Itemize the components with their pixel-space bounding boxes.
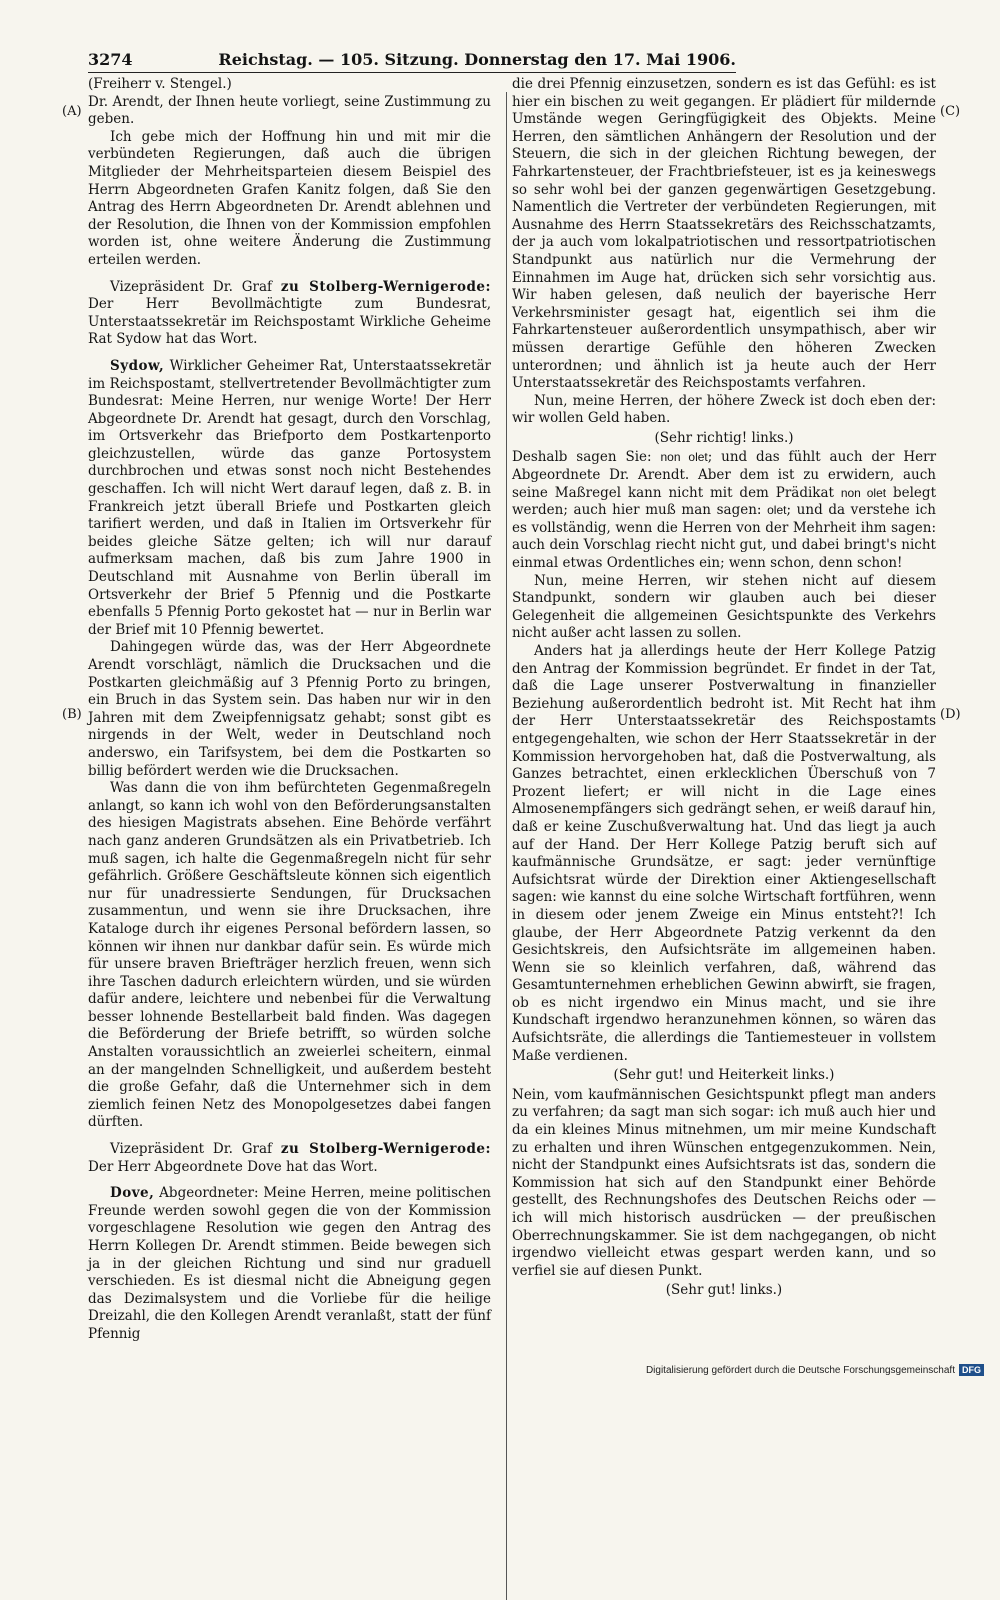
dfg-logo: DFG [959, 1364, 984, 1376]
column-divider [506, 92, 507, 1600]
interjection: (Sehr richtig! links.) [654, 429, 794, 446]
paragraph: Anders hat ja allerdings heute der Herr Kollege Patzig den Antrag der Kommission begründet. Er findet in der Tat, daß die Lage unserer Postverwaltung in finanzieller Beziehung außerordentlich bedroht ist. Mit Recht hat ihm der Herr Unterstaatssekretär des Reichspostamts entgegengehalten, wie schon der Herr Staatssekretär in der Kommission hervorgehoben hat, daß die Postverwaltung, als Ganzes betrachtet, einen erklecklichen Überschuß von 7 Prozent liefert; er will nicht in die Lage eines Almosenempfängers sich gedrängt sehen, er weiß darauf hin, daß er keine Zuschußverwaltung hat. Und das liegt ja auch auf der Hand. Der Herr Kollege Patzig beruft sich auf kaufmännische Grundsätze, er sagt: jeder vernünftige Aufsichtsrat würde der Direktion einer Aktiengesellschaft sagen: wie kannst du eine solche Wirtschaft fortführen, wenn in diesem oder jenem Zweige ein Minus entsteht?! Ich glaube, der Herr Abgeordnete Patzig verkennt da den Gesichtskreis, den Aufsichtsräte im allgemeinen haben. Wenn sie so kleinlich verfahren, daß, während das Gesamtunternehmen erheblichen Gewinn abwirft, sie fragen, ob es nicht irgendwo ein Minus macht, und sie ihre Kundschaft irgendwo heranzunehmen können, so wären das Aufsichtsräte, die allerdings die Tantiemesteuer in vollstem Maße verdienen. [512, 643, 936, 1064]
paragraph: Ich gebe mich der Hoffnung hin und mit mir die verbündeten Regierungen, daß auch die übrigen Mitglieder der Mehrheitsparteien diesem Beispiel des Herrn Abgeordneten Grafen Kanitz folgen, daß Sie den Antrag des Herrn Abgeordneten Dr. Arendt ablehnen und der Resolution, die Ihnen von der Kommission empfohlen worden ist, ohne weitere Änderung die Zustimmung erteilen werden. [88, 128, 491, 268]
interjection: (Sehr gut! und Heiterkeit links.) [613, 1067, 835, 1084]
page-header [88, 50, 736, 69]
latin-phrase: olet [767, 503, 787, 518]
right-column [512, 76, 936, 1302]
dove-speech: Dove, Abgeordneter: Meine Herren, meine politischen Freunde werden sowohl gegen die von der Kommission vorgeschlagene Resolution wie gegen den Antrag des Herrn Kollegen Dr. Arendt stimmen. Beide bewegen sich ja in der gleichen Richtung und sind nur graduell verschieden. Es ist diesmal nicht die Abneigung gegen das Dezimalsystem und die Vorliebe für die heilige Dreizahl, die den Kollegen Arendt veranlaßt, statt der fünf Pfennig [88, 1185, 491, 1342]
margin-letter-a: (A) [62, 104, 82, 119]
paragraph: Deshalb sagen Sie: non olet; und das fühlt auch der Herr Abgeordnete Dr. Arendt. Aber dem ist zu erwidern, auch seine Maßregel kann nicht mit dem Prädikat non olet belegt werden; auch hier muß man sagen: olet; und da verstehe ich es vollständig, wenn die Herren von der Mehrheit ihm sagen: auch dein Vorschlag riecht nicht gut, und dabei bringt's nicht einmal etwas Ordentliches ein; wenn schon, denn schon! [512, 449, 937, 572]
page-number: 3274 [88, 50, 133, 69]
margin-letter-b: (B) [62, 707, 82, 722]
paragraph: Nun, meine Herren, wir stehen nicht auf diesem Standpunkt, sondern wir glauben auch bei dieser Gelegenheit die allgemeinen Gesichtspunkte des Verkehrs nicht außer acht lassen zu sollen. [512, 572, 936, 642]
paragraph: Was dann die von ihm befürchteten Gegenmaßregeln anlangt, so kann ich wohl von den Beförderungsanstalten des hiesigen Magistrats absehen. Eine Behörde verfährt nach ganz anderen Grundsätzen als ein Privatbetrieb. Ich muß sagen, ich halte die Gegenmaßregeln nicht für sehr gefährlich. Größere Geschäftsleute können sich eigentlich nur für unadressierte Sendungen, für Drucksachen zusammentun, und wenn sie ihre Drucksachen, ihre Kataloge durch ihr eigenes Personal befördern lassen, so können wir ihnen nur dankbar dafür sein. Es würde mich für unsere braven Briefträger herzlich freuen, wenn sich ihre Taschen dadurch erleichtern würden, und sie würden dafür andere, leichtere und nebenbei für die Verwaltung besser lohnende Bestellarbeit bald finden. Was dagegen die Beförderung der Briefe betrifft, so würden solche Anstalten voraussichtlich an zweierlei scheitern, einmal an der mangelnden Schnelligkeit, und außerdem besteht die große Gefahr, daß die Unternehmer sich in dem ziemlich feinen Netz des Monopolgesetzes dabei fangen dürften. [88, 780, 491, 1131]
paragraph: Dr. Arendt, der Ihnen heute vorliegt, seine Zustimmung zu geben. [88, 93, 491, 128]
running-title: Reichstag. — 105. Sitzung. Donnerstag den 17. Mai 1906. [218, 50, 736, 69]
paragraph: Nun, meine Herren, der höhere Zweck ist doch eben der: wir wollen Geld haben. [512, 392, 936, 427]
sydow-speech: Sydow, Wirklicher Geheimer Rat, Unterstaatssekretär im Reichspostamt, stellvertretender Bevollmächtigter zum Bundesrat: Meine Herren, nur wenige Worte! Der Herr Abgeordnete Dr. Arendt hat gesagt, durch den Vorschlag, im Ortsverkehr das Briefporto dem Postkartenporto gleichzustellen, würde das ganze Portosystem durchbrochen und etwas sonst noch nicht Bestehendes geschaffen. Ich will nicht Wert darauf legen, daß z. B. in Frankreich jetzt überall Briefe und Postkarten gleich tarifiert werden, und daß in Italien im Ortsverkehr für beides gleiche Sätze gelten; ich will nur darauf aufmerksam machen, daß bis zum Jahre 1900 in Deutschland mit Ausnahme von Berlin überall im Ortsverkehr der Brief 5 Pfennig und die Postkarte ebenfalls 5 Pfennig Porto gekostet hat — nur in Berlin war der Brief mit 10 Pfennig bewertet. [88, 357, 492, 638]
paragraph: die drei Pfennig einzusetzen, sondern es ist das Gefühl: es ist hier ein bischen zu weit gegangen. Er plädiert für mildernde Umstände wegen Geringfügigkeit des Objekts. Meine Herren, den sämtlichen Anhängern der Resolution und der Steuern, die sich in der gleichen Richtung bewegen, der Fahrkartensteuer, der Frachtbriefsteuer, ist es ja keineswegs so sehr wohl bei der ganzen gegenwärtigen Gesetzgebung. Namentlich die Vertreter der verbündeten Regierungen, mit Ausnahme des Herrn Staatssekretärs des Reichsschatzamts, der ja auch vom lokalpatriotischen und ressortpatriotischen Standpunkt aus natürlich nur die Vermehrung der Einnahmen im Auge hat, drücken sich sehr vorsichtig aus. Wir haben gelesen, daß neulich der bayerische Herr Verkehrsminister gesagt hat, eigentlich sei ihm die Fahrkartensteuer außerordentlich unsympathisch, aber wir müssen derartige Gefühle den höheren Zwecken unterordnen; und ähnlich ist ja heute auch der Herr Unterstaatssekretär des Reichspostamts verfahren. [512, 76, 936, 392]
paragraph: Dahingegen würde das, was der Herr Abgeordnete Arendt vorschlägt, nämlich die Drucksachen und die Postkarten gleichmäßig auf 3 Pfennig Porto zu bringen, ein Bruch in das System sein. Das haben nur wir in den Jahren mit dem Zweipfennigsatz gehabt; sonst gibt es nirgends in der Welt, weder in Deutschland noch anderswo, ein Tarifsystem, bei dem die Postkarten so billig befördert werden wie die Drucksachen. [88, 639, 491, 779]
margin-letter-d: (D) [940, 707, 961, 722]
speaker-note: (Freiherr v. Stengel.) [88, 76, 232, 92]
vice-president-statement: Vizepräsident Dr. Graf zu Stolberg-Wernigerode: Der Herr Bevollmächtigte zum Bundesrat, Unterstaatssekretär im Reichspostamt Wirkliche Geheime Rat Sydow hat das Wort. [88, 278, 491, 348]
paragraph: Nein, vom kaufmännischen Gesichtspunkt pflegt man anders zu verfahren; da sagt man sich sogar: ich muß auch hier und da ein kleines Minus mitnehmen, um mir meine Kundschaft zu erhalten und ihren Wünschen entgegenzukommen. Nein, nicht der Standpunkt eines Aufsichtsrats ist das, sondern die Kommission hat sich auf den Standpunkt einer Behörde gestellt, des Rechnungshofes des Deutschen Reichs oder — ich will mich historisch ausdrücken — der preußischen Oberrechnungskammer. Sie ist dem nachgegangen, ob nicht irgendwo vielleicht etwas gespart werden kann, und so verfiel sie auf diesen Punkt. [512, 1086, 936, 1279]
footer-text: Digitalisierung gefördert durch die Deutsche Forschungsgemeinschaft [645, 1364, 955, 1376]
latin-phrase: non olet [660, 450, 708, 465]
speaker-name: zu Stolberg-Wernigerode: [280, 278, 491, 295]
vice-president-statement: Vizepräsident Dr. Graf zu Stolberg-Wernigerode: Der Herr Abgeordnete Dove hat das Wort. [88, 1141, 491, 1175]
header-rule [88, 72, 736, 73]
latin-phrase: non olet [840, 485, 887, 500]
left-column [88, 76, 491, 1344]
speaker-name: Dove, [110, 1185, 155, 1202]
speaker-name: Sydow, [110, 357, 165, 374]
speaker-name: zu Stolberg-Wernigerode: [280, 1141, 491, 1158]
margin-letter-c: (C) [940, 104, 961, 119]
interjection: (Sehr gut! links.) [665, 1282, 783, 1299]
footer-credit [646, 1364, 984, 1376]
